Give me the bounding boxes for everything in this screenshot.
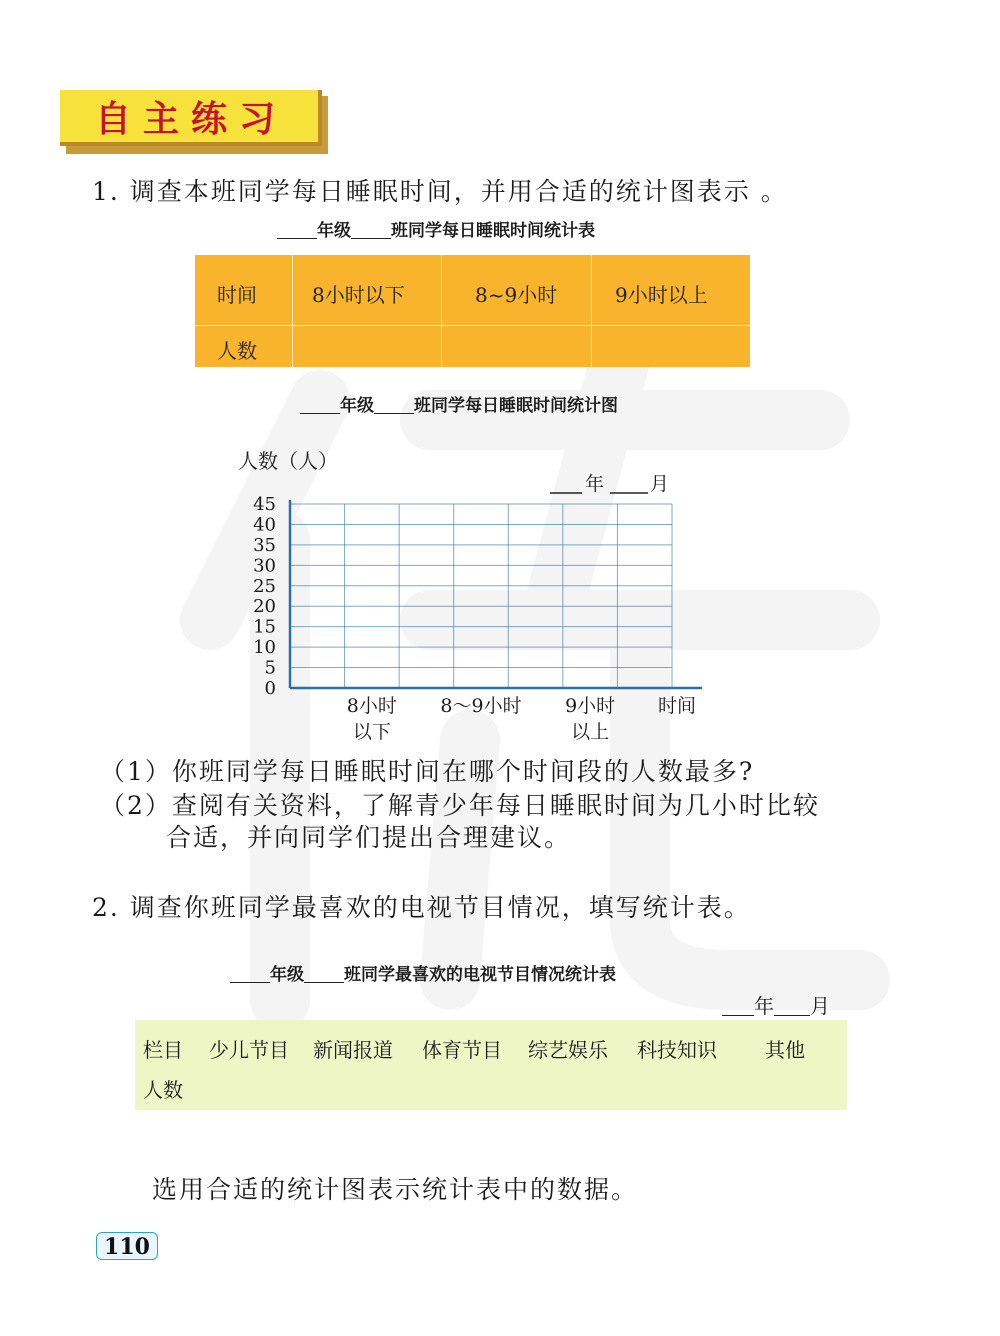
tv-program-table bbox=[135, 1020, 847, 1110]
y-tick-label: 10 bbox=[253, 637, 276, 659]
table-column-divider bbox=[591, 255, 592, 367]
class-blank bbox=[374, 396, 414, 414]
y-axis-label: 人数（人） bbox=[238, 450, 338, 473]
class-blank bbox=[351, 221, 391, 239]
chart-date bbox=[550, 473, 669, 495]
table-column-header: 综艺娱乐 bbox=[528, 1038, 608, 1062]
y-tick-label: 20 bbox=[253, 596, 276, 618]
y-tick-label: 40 bbox=[253, 514, 276, 536]
y-tick-label: 15 bbox=[253, 616, 276, 638]
table-column-header: 科技知识 bbox=[637, 1038, 717, 1062]
table-column-header: 其他 bbox=[765, 1038, 805, 1062]
y-tick-label: 25 bbox=[253, 575, 276, 597]
question-1-sub-2-line-1: （2）查阅有关资料，了解青少年每日睡眠时间为几小时比较 bbox=[100, 791, 820, 820]
heading-title: 自主练习 bbox=[94, 99, 287, 140]
table-2-date: 年 月 bbox=[722, 990, 830, 1019]
y-tick-label: 0 bbox=[264, 678, 276, 699]
y-tick-label: 35 bbox=[253, 534, 276, 556]
y-tick-label: 45 bbox=[253, 494, 276, 515]
year-blank bbox=[722, 995, 754, 1016]
table-header-time: 时间 bbox=[217, 283, 257, 307]
table-column-header: 体育节目 bbox=[422, 1038, 502, 1062]
class-blank bbox=[304, 965, 344, 983]
chart-grid bbox=[290, 504, 672, 688]
grade-blank bbox=[230, 965, 270, 983]
x-category-label: 9小时 bbox=[565, 695, 616, 717]
y-tick-label: 5 bbox=[264, 657, 276, 679]
question-2-footer: 选用合适的统计图表示统计表中的数据。 bbox=[152, 1175, 639, 1204]
chart-date-month: 月 bbox=[650, 473, 670, 495]
table-column-divider bbox=[441, 255, 442, 367]
chart-date-year: 年 bbox=[585, 473, 605, 495]
sleep-time-chart bbox=[230, 450, 730, 750]
table-column-header: 8~9小时 bbox=[475, 283, 558, 307]
question-1-text: 1. 调查本班同学每日睡眠时间，并用合适的统计图表示 。 bbox=[92, 177, 788, 206]
question-2-text: 2. 调查你班同学最喜欢的电视节目情况，填写统计表。 bbox=[92, 893, 751, 922]
chart-caption: 年级 班同学每日睡眠时间统计图 bbox=[300, 391, 618, 416]
table-column-header: 少儿节目 bbox=[209, 1038, 289, 1062]
page-number: 110 bbox=[96, 1232, 158, 1260]
x-category-labels bbox=[347, 695, 615, 743]
chart-axes bbox=[290, 500, 702, 688]
question-1-sub-1: （1）你班同学每日睡眠时间在哪个时间段的人数最多? bbox=[100, 757, 755, 786]
table-header-count: 人数 bbox=[217, 339, 257, 363]
table-header-count: 人数 bbox=[143, 1078, 183, 1102]
table-column-header: 9小时以上 bbox=[615, 283, 708, 307]
x-category-label-line-2: 以下 bbox=[352, 721, 391, 743]
x-category-label-line-2: 以上 bbox=[571, 721, 610, 743]
grade-blank bbox=[277, 221, 317, 239]
y-tick-labels bbox=[253, 494, 276, 699]
x-category-label: 8小时 bbox=[346, 695, 397, 717]
table-2-caption: 年级 班同学最喜欢的电视节目情况统计表 bbox=[230, 960, 616, 985]
grade-blank bbox=[300, 396, 340, 414]
table-row-divider bbox=[195, 325, 750, 326]
table-column-divider bbox=[292, 255, 293, 367]
table-column-header: 新闻报道 bbox=[313, 1038, 393, 1062]
x-category-label: 8～9小时 bbox=[440, 695, 522, 717]
x-axis-label: 时间 bbox=[658, 695, 697, 717]
table-1-caption: 年级 班同学每日睡眠时间统计表 bbox=[277, 216, 595, 241]
table-header-program: 栏目 bbox=[143, 1038, 183, 1062]
sleep-time-table bbox=[195, 255, 750, 367]
question-1-sub-2-line-2: 合适，并向同学们提出合理建议。 bbox=[166, 823, 572, 852]
y-tick-label: 30 bbox=[253, 555, 276, 577]
month-blank bbox=[774, 995, 810, 1016]
table-column-header: 8小时以下 bbox=[312, 283, 405, 307]
